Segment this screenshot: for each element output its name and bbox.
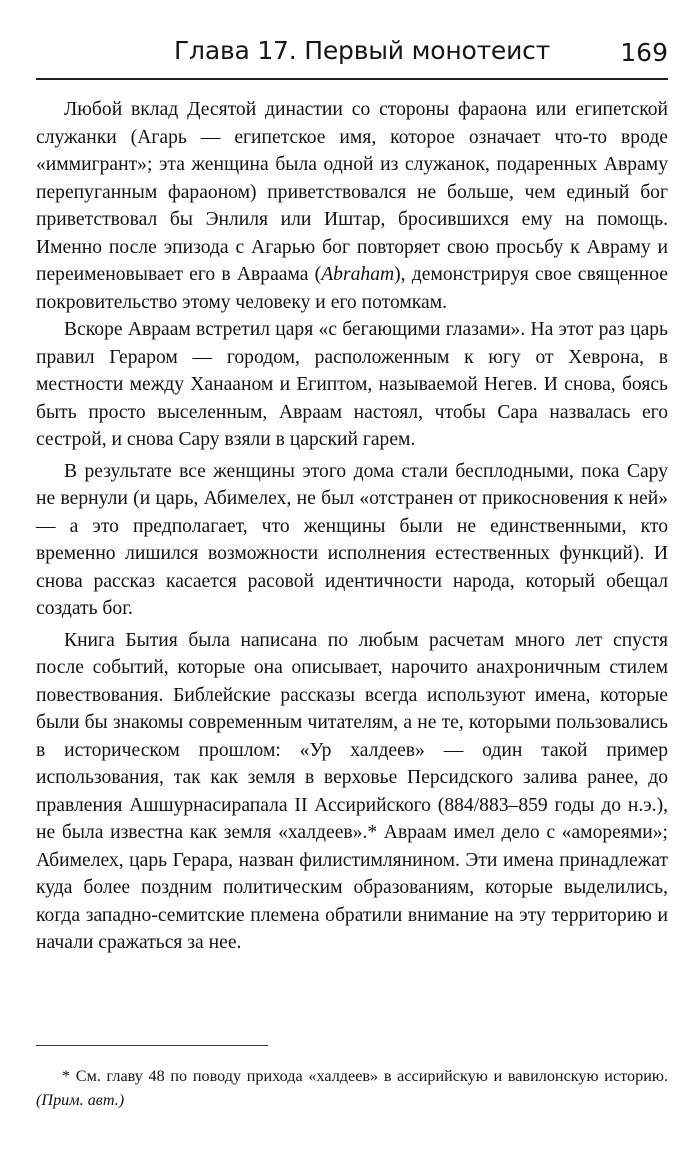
page-number: 169	[620, 38, 668, 67]
paragraph-1	[36, 96, 668, 316]
abraham-italic: Abraham	[321, 264, 395, 285]
paragraph-3: В результате все женщины этого дома стали бесплодными, пока Сару не вернули (и царь, Абимелех, не был «отстранен от прикосновения к ней» — а это предполагает, что женщины были не единственными, кто временно лишился возможности исполнения естественных функций). И снова рассказ касается расовой идентичности народа, который обещал создать бог.	[36, 460, 668, 619]
footnote-text: * См. главу 48 по поводу прихода «халдеев» в ассирийскую и вавилонскую историю.	[62, 1067, 668, 1085]
paragraph-4: Книга Бытия была написана по любым расчетам много лет спустя после событий, которые она описывает, нарочито анахроничным стилем повествования. Библейские рассказы всегда используют имена, которые были бы знакомы современным читателям, а не те, которыми пользовались в историческом прошлом: «Ур халдеев» — один такой пример использования, так как земля в верховье Персидского залива ранее, до правления Ашшурнасирапала II Ассирийского (884/883–859 годы до н.э.), не была известна как земля «халдеев».* Авраам имел дело с «амореями»; Абимелех, царь Герара, назван филистимлянином. Эти имена принадлежат куда более поздним политическим образованиям, которые выделились, когда западно-семитские племена обратили внимание на эту территорию и начали сражаться за нее.	[36, 629, 668, 953]
paragraph-1-text-start: Любой вклад Десятой династии со стороны фараона или египетской служанки (Агарь — египетское имя, которое означает что-то вроде «иммигрант»; эта женщина была одной из служанок, подаренных Авраму перепуганным фараоном) приветствовался не больше, чем единый бог приветствовал бы Энлиля или Иштар, бросившихся ему на помощь. Именно после эпизода с Агарью бог повторяет свою просьбу к Авраму и переименовывает его в Авраама (	[36, 99, 668, 285]
chapter-title: Глава 17. Первый монотеист	[174, 36, 551, 65]
footnote-rule	[36, 1045, 268, 1046]
running-head	[36, 34, 668, 74]
body-text	[36, 96, 668, 957]
paragraph-2: Вскоре Авраам встретил царя «с бегающими глазами». На этот раз царь правил Гераром — городом, расположенным к югу от Хеврона, в местности между Ханааном и Египтом, называемой Негев. И снова, боясь быть просто выселенным, Авраам настоял, чтобы Сара назвалась его сестрой, и снова Сару взяли в царский гарем.	[36, 319, 668, 450]
header-rule	[36, 78, 668, 80]
paragraph-1-text-end: ), демонстрируя свое священное покровительство этому человеку и его потомкам.	[36, 264, 668, 313]
footnote	[36, 1064, 668, 1112]
footnote-author-note: (Прим. авт.)	[36, 1091, 125, 1109]
